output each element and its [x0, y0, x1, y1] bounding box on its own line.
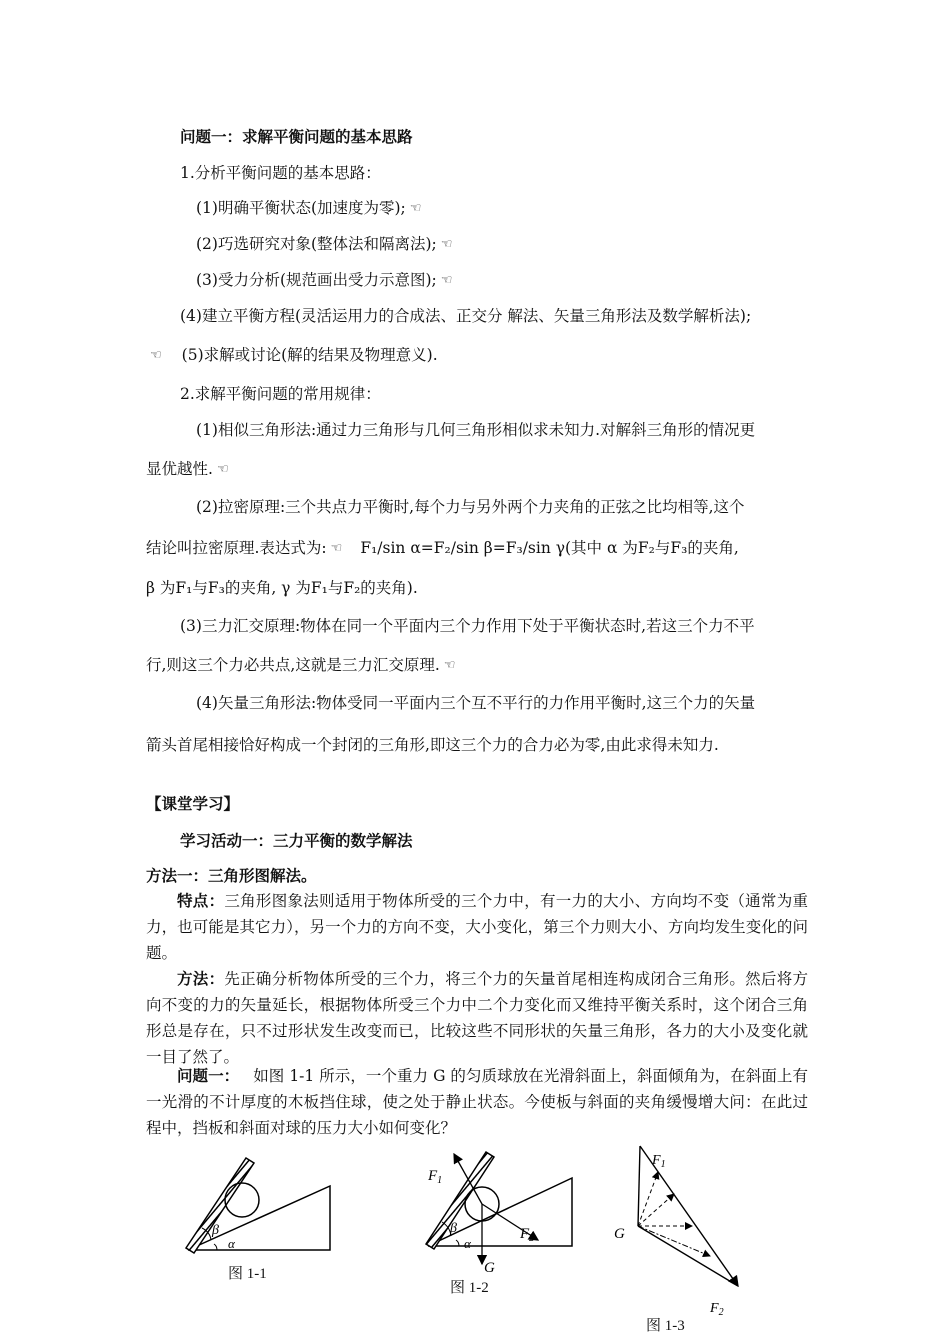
- svg-text:β: β: [450, 1221, 457, 1236]
- f1-label-3: $F_1$: [652, 1153, 666, 1170]
- rule4-line1: (4)矢量三角形法:物体受同一平面内三个互不平行的力作用平衡时,这三个力的矢量: [196, 694, 756, 712]
- s1-item-2: (2)巧选研究对象(整体法和隔离法); ☜: [196, 233, 456, 256]
- fig3-caption: 图 1-3: [646, 1318, 685, 1334]
- method-paragraph: 方法：先正确分析物体所受的三个力，将三个力的矢量首尾相连构成闭合三角形。然后将方向不变的力的矢量延长，根据物体所受三个力中二个力变化而又维持平衡关系时，这个闭合三角形总是存在，只不过形状发生改变而已，比较这些不同形状的矢量三角形，各力的大小及变化就一目了然了。: [146, 969, 808, 1066]
- method-title: 方法一：三角形图解法。: [146, 866, 317, 885]
- s1-heading: 1.分析平衡问题的基本思路：: [180, 164, 381, 182]
- fig2-caption: 图 1-2: [450, 1280, 489, 1296]
- rule1-line2: 显优越性. ☜: [146, 458, 233, 481]
- hand-icon: ☜: [150, 348, 162, 363]
- f2-label-3: $F_2$: [710, 1301, 724, 1318]
- s1-item-4: (4)建立平衡方程(灵活运用力的合成法、正交分 解法、矢量三角形法及数学解析法);: [180, 307, 752, 325]
- section-title: 问题一：求解平衡问题的基本思路: [180, 127, 413, 146]
- figure-1-1: [180, 1148, 340, 1258]
- s1-item-3: (3)受力分析(规范画出受力示意图); ☜: [196, 269, 456, 292]
- rule1-line1: (1)相似三角形法:通过力三角形与几何三角形相似求未知力.对解斜三角形的情况更: [196, 421, 756, 439]
- feature-paragraph: 特点：三角形图象法则适用于物体所受的三个力中，有一力的大小、方向均不变（通常为重力，也可能是其它力），另一个力的方向不变，大小变化，第三个力则大小、方向均发生变化的问题。: [146, 891, 808, 962]
- angle-alpha-arc: [214, 1244, 217, 1250]
- class-heading: 【课堂学习】: [146, 794, 240, 813]
- fig1-caption: 图 1-1: [228, 1266, 267, 1282]
- rule4-line2: 箭头首尾相接恰好构成一个封闭的三角形,即这三个力的合力必为零,由此求得未知力.: [146, 736, 719, 754]
- problem-paragraph: 问题一： 如图 1-1 所示，一个重力 G 的匀质球放在光滑斜面上，斜面倾角为，在斜面上有一光滑的不计厚度的木板挡住球，使之处于静止状态。今使板与斜面的夹角缓慢增大问：在此过程中，挡板和斜面对球的压力大小如何变化？: [146, 1066, 808, 1137]
- figure-1-2: [420, 1148, 590, 1278]
- s1-item-1: (1)明确平衡状态(加速度为零); ☜: [196, 197, 425, 220]
- base-line: [638, 1226, 738, 1286]
- hand-icon: ☜: [216, 462, 229, 477]
- s1-item-5: ☜ (5)求解或讨论(解的结果及物理意义).: [146, 344, 438, 367]
- g-label: G: [484, 1260, 495, 1276]
- rule2-line2: 结论叫拉密原理.表达式为: ☜ F₁/sin α=F₂/sin β=F₃/sin γ(其中 α 为F₂与F₃的夹角,: [146, 537, 739, 560]
- g-line: [638, 1146, 640, 1226]
- hand-icon: ☜: [440, 273, 453, 288]
- f2-label: $F_2$: [520, 1226, 535, 1244]
- hand-icon: ☜: [409, 201, 422, 216]
- g-label-3: G: [614, 1226, 625, 1242]
- svg-text:α: α: [464, 1236, 471, 1251]
- hand-icon: ☜: [443, 658, 456, 673]
- rule3-line1: (3)三力汇交原理:物体在同一个平面内三个力作用下处于平衡状态时,若这三个力不平: [180, 617, 755, 635]
- activity-title: 学习活动一：三力平衡的数学解法: [180, 831, 413, 850]
- rule2-line1: (2)拉密原理:三个共点力平衡时,每个力与另外两个力夹角的正弦之比均相等,这个: [196, 498, 745, 516]
- rule3-line2: 行,则这三个力必共点,这就是三力汇交原理. ☜: [146, 654, 459, 677]
- hand-icon: ☜: [440, 237, 453, 252]
- alpha-label: α: [228, 1236, 235, 1251]
- f1-label: $F_1$: [428, 1168, 443, 1186]
- s2-heading: 2.求解平衡问题的常用规律：: [180, 385, 381, 403]
- board: [186, 1158, 254, 1253]
- figure-1-3: [606, 1140, 756, 1320]
- rule2-line3: β 为F₁与F₃的夹角, γ 为F₁与F₂的夹角).: [146, 579, 418, 597]
- hand-icon: ☜: [330, 541, 343, 556]
- beta-label: β: [212, 1223, 219, 1238]
- lami-formula: F₁/sin α=F₂/sin β=F₃/sin γ(其中 α 为F₂与F₃的夹角,: [360, 539, 739, 557]
